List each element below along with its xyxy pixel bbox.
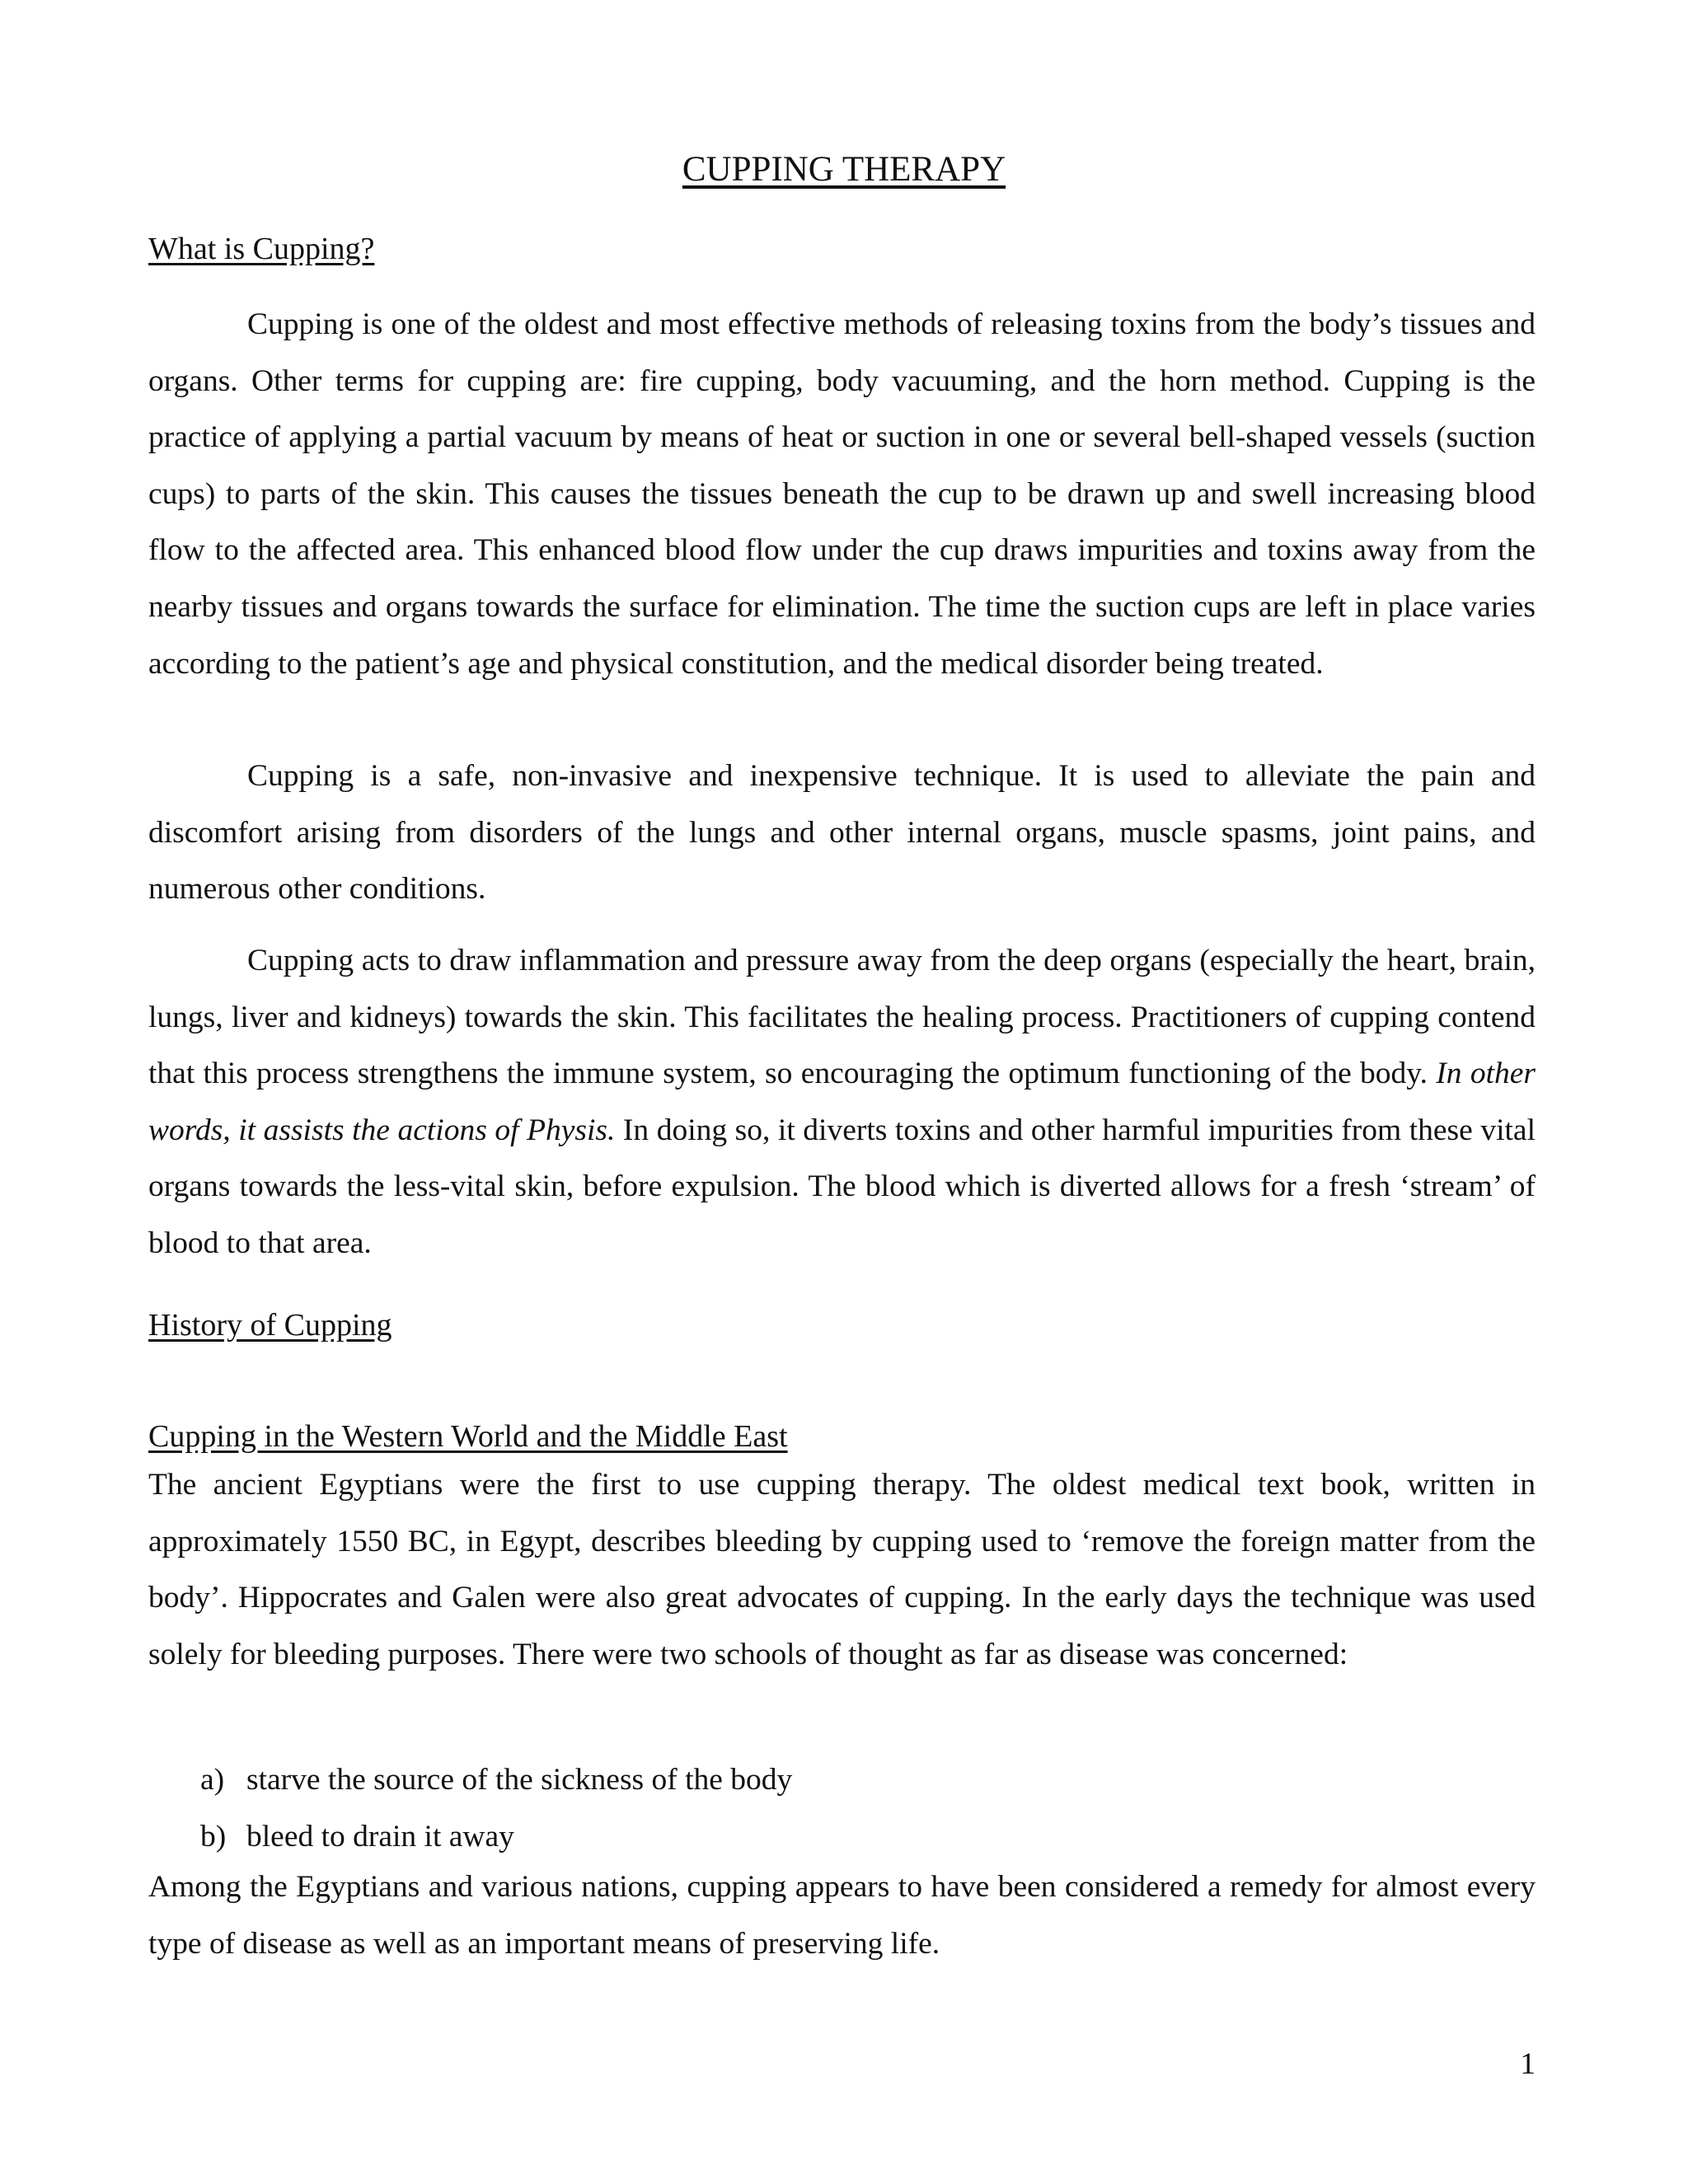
paragraph-egyptians: The ancient Egyptians were the first to use cupping therapy. The oldest medical text book, written in approximately 1550 BC, in Egypt, describes bleeding by cupping used to ‘remove the foreign matter from the body’. Hippocrates and Galen were also great advocates of cupping. In the early days the technique was used solely for bleeding purposes. There were two schools of thought as far as disease was concerned: <box>148 1468 1536 1671</box>
paragraph-remedy: Among the Egyptians and various nations, cupping appears to have been considered a remedy for almost every type of disease as well as an important means of preserving life. <box>148 1870 1536 1961</box>
list-item-a-text: starve the source of the sickness of the body <box>246 1763 793 1797</box>
paragraph-mechanism-text-1: Cupping acts to draw inflammation and pressure away from the deep organs (especially the heart, brain, lungs, liver and kidneys) towards the skin. This facilitates the healing process. Practitioners of cupping contend that this process strengthens the immune system, so encouraging the optimum functioning of the body. <box>148 944 1536 1091</box>
paragraph-definition: Cupping is one of the oldest and most effective methods of releasing toxins from the body’s tissues and organs. Other terms for cupping are: fire cupping, body vacuuming, and the horn method. Cupping is the practice of applying a partial vacuum by means of heat or suction in one or several bell-shaped vessels (suction cups) to parts of the skin. This causes the tissues beneath the cup to be drawn up and swell increasing blood flow to the affected area. This enhanced blood flow under the cup draws impurities and toxins away from the nearby tissues and organs towards the surface for elimination. The time the suction cups are left in place varies according to the patient’s age and physical constitution, and the medical disorder being treated. <box>148 307 1536 681</box>
heading-history-of-cupping: History of Cupping <box>148 1308 392 1343</box>
page-number: 1 <box>1520 2047 1536 2081</box>
heading-what-is-cupping: What is Cupping? <box>148 232 375 266</box>
document-title <box>0 147 1688 193</box>
list-item-a <box>200 1760 792 1801</box>
list-item-b-text: bleed to drain it away <box>246 1820 514 1854</box>
list-item-b <box>200 1816 514 1858</box>
paragraph-safety: Cupping is a safe, non-invasive and inexpensive technique. It is used to alleviate the pain and discomfort arising from disorders of the lungs and other internal organs, muscle spasms, joint pains, and numerous other conditions. <box>148 759 1536 907</box>
paragraph-mechanism-text-2: In doing so, it diverts toxins and other harmful impurities from these vital organs towards the less-vital skin, before expulsion. The blood which is diverted allows for a fresh ‘stream’ of blood to that area. <box>148 1113 1536 1260</box>
heading-western-world: Cupping in the Western World and the Middle East <box>148 1419 788 1454</box>
list-item-b-marker: b) <box>200 1820 227 1854</box>
paragraph-mechanism-italic: In other words, it assists the actions of Physis. <box>148 1057 1536 1147</box>
paragraph-mechanism <box>148 933 1536 1272</box>
list-item-a-marker: a) <box>200 1763 225 1797</box>
document-title-text: CUPPING THERAPY <box>682 150 1006 189</box>
